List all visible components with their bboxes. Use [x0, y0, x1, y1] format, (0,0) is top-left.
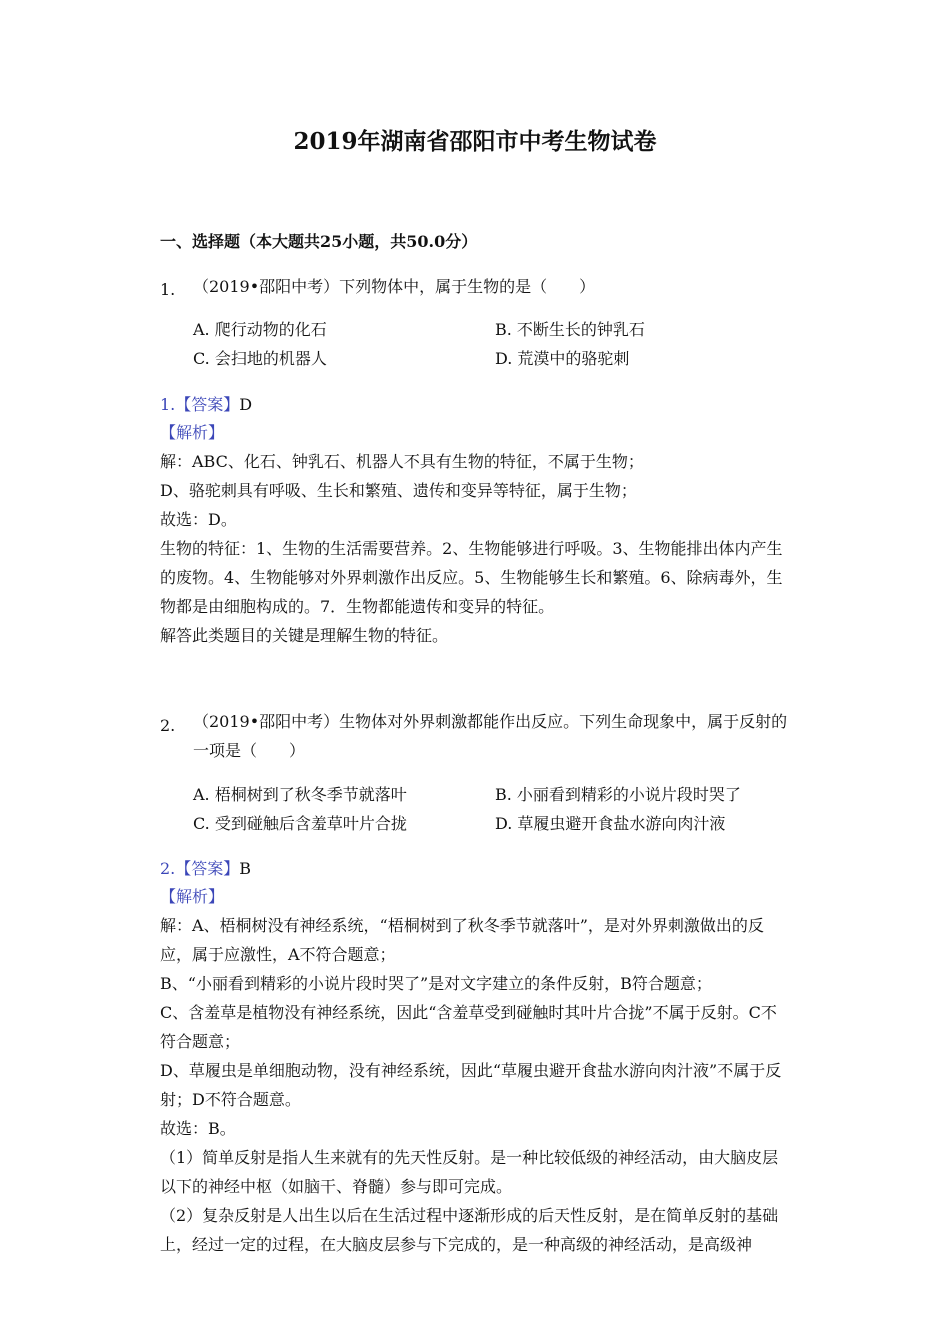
- answer-tag: 2.【答案】: [160, 859, 240, 878]
- page-title: 2019年湖南省邵阳市中考生物试卷: [293, 128, 657, 155]
- analysis-line: （2）复杂反射是人出生以后在生活过程中逐渐形成的后天性反射，是在简单反射的基础上，经过一定的过程，在大脑皮层参与下完成的，是一种高级的神经活动，是高级神: [160, 1206, 779, 1254]
- question-2-option-c: C. 受到碰触后含羞草叶片合拢: [193, 814, 407, 833]
- question-1-text: （2019•邵阳中考）下列物体中，属于生物的是（ ）: [193, 277, 596, 296]
- analysis-line: D、草履虫是单细胞动物，没有神经系统，因此“草履虫避开食盐水游向肉汁液”不属于反射；D不符合题意。: [160, 1061, 782, 1109]
- question-2-option-d: D. 草履虫避开食盐水游向肉汁液: [495, 814, 726, 833]
- analysis-line: 解答此类题目的关键是理解生物的特征。: [160, 626, 449, 645]
- question-1-option-a: A. 爬行动物的化石: [193, 320, 327, 339]
- question-2-option-b: B. 小丽看到精彩的小说片段时哭了: [495, 785, 741, 804]
- question-1-analysis: [160, 447, 792, 650]
- analysis-line: 生物的特征：1、生物的生活需要营养。2、生物能够进行呼吸。3、生物能排出体内产生的废物。4、生物能够对外界刺激作出反应。5、生物能够生长和繁殖。6、除病毒外，生物都是由细胞构成的。7．生物都能遗传和变异的特征。: [160, 539, 783, 616]
- question-2-option-a: A. 梧桐树到了秋冬季节就落叶: [193, 785, 407, 804]
- question-1-option-b: B. 不断生长的钟乳石: [495, 320, 645, 339]
- section-heading: 一、选择题（本大题共25小题，共50.0分）: [160, 232, 478, 251]
- question-2-answer: [160, 856, 251, 882]
- question-2-analysis-tag: 【解析】: [160, 887, 225, 906]
- question-1-number: 1.: [160, 280, 176, 299]
- answer-tag: 1.【答案】: [160, 395, 240, 414]
- question-1-answer: [160, 392, 252, 418]
- analysis-line: 故选：B。: [160, 1119, 236, 1138]
- answer-value: D: [239, 395, 253, 414]
- answer-value: B: [239, 859, 252, 878]
- analysis-line: B、“小丽看到精彩的小说片段时哭了”是对文字建立的条件反射，B符合题意；: [160, 974, 712, 993]
- question-1-option-d: D. 荒漠中的骆驼刺: [495, 349, 630, 368]
- question-1-analysis-tag: 【解析】: [160, 423, 225, 442]
- analysis-line: 故选：D。: [160, 510, 237, 529]
- analysis-line: D、骆驼刺具有呼吸、生长和繁殖、遗传和变异等特征，属于生物；: [160, 481, 637, 500]
- analysis-line: （1）简单反射是指人生来就有的先天性反射。是一种比较低级的神经活动，由大脑皮层以下的神经中枢（如脑干、脊髓）参与即可完成。: [160, 1148, 779, 1196]
- question-2-number: 2.: [160, 716, 176, 735]
- question-2-analysis: [160, 911, 792, 1259]
- analysis-line: 解：ABC、化石、钟乳石、机器人不具有生物的特征，不属于生物；: [160, 452, 644, 471]
- analysis-line: C、含羞草是植物没有神经系统，因此“含羞草受到碰触时其叶片合拢”不属于反射。C不符合题意；: [160, 1003, 777, 1051]
- question-1-option-c: C. 会扫地的机器人: [193, 349, 327, 368]
- analysis-line: 解：A、梧桐树没有神经系统，“梧桐树到了秋冬季节就落叶”，是对外界刺激做出的反应，属于应激性，A不符合题意；: [160, 916, 764, 964]
- question-2-text: （2019•邵阳中考）生物体对外界刺激都能作出反应。下列生命现象中，属于反射的一项是（ ）: [193, 712, 788, 760]
